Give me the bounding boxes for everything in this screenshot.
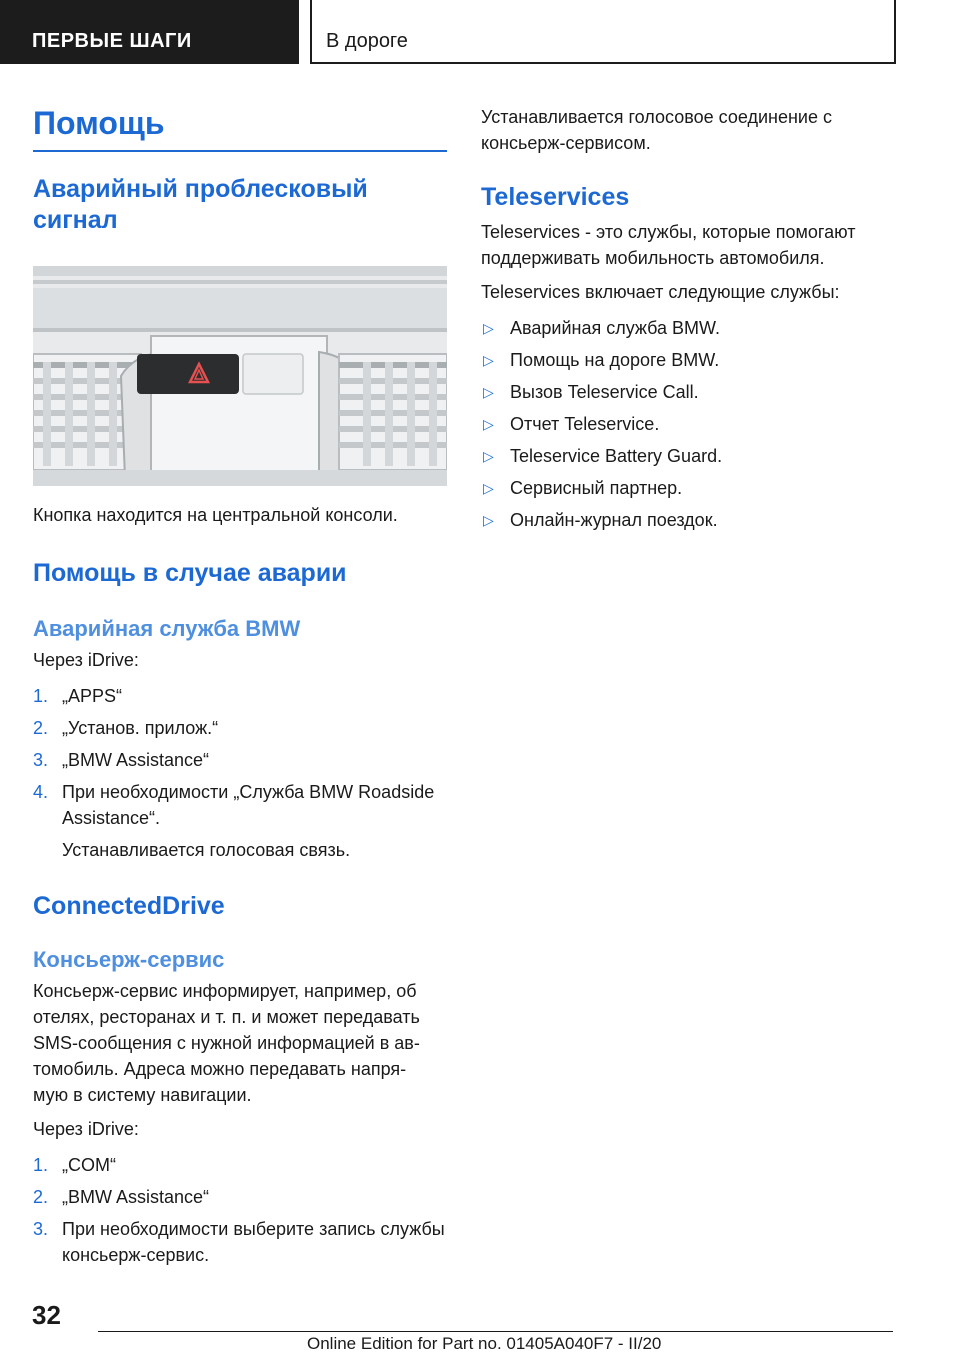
concierge-intro: Через iDrive:	[33, 1119, 139, 1139]
list-item: ▷ Отчет Teleservice.	[481, 411, 901, 437]
page-header	[0, 0, 960, 64]
list-item: ▷ Аварийная служба BMW.	[481, 315, 901, 341]
triangle-bullet-icon: ▷	[483, 320, 494, 336]
connecteddrive-heading: ConnectedDrive	[33, 892, 225, 920]
list-item: 2. „Установ. прилож.“	[33, 718, 219, 738]
concierge-subheading: Консьерж-сервис	[33, 947, 225, 972]
hazard-heading-line-1: Аварийный проблесковый	[33, 175, 368, 203]
list-item: 1. „APPS“	[33, 686, 123, 706]
emergency-heading: Помощь в случае аварии	[33, 559, 347, 587]
section-tab: ПЕРВЫЕ ШАГИ	[0, 0, 299, 64]
triangle-bullet-icon: ▷	[483, 416, 494, 432]
list-item: ▷ Онлайн-журнал поездок.	[481, 507, 901, 533]
hazard-button-illustration	[33, 266, 447, 486]
triangle-bullet-icon: ▷	[483, 512, 494, 528]
list-item: ▷ Вызов Teleservice Call.	[481, 379, 901, 405]
list-item: 3. „BMW Assistance“	[33, 750, 210, 770]
list-item: 1. „COM“	[33, 1155, 116, 1175]
emergency-subheading: Аварийная служба BMW	[33, 616, 301, 641]
right-column	[481, 104, 901, 539]
list-item: ▷ Помощь на дороге BMW.	[481, 347, 901, 373]
hazard-heading-line-2: сигнал	[33, 206, 118, 234]
list-item: 3. При необходимости выберите запись службы консьерж-сервис.	[33, 1219, 445, 1265]
hazard-heading	[33, 174, 447, 236]
teleservices-heading: Teleservices	[481, 183, 630, 211]
triangle-bullet-icon: ▷	[483, 352, 494, 368]
concierge-steps	[33, 1152, 447, 1268]
concierge-description: Консьерж-сервис информирует, например, об отелях, ресторанах и т. п. и может передавать SMS-сообщения с нужной информацией в ав- томобиль. Адреса можно передавать напря- мую в систему навигации.	[33, 981, 420, 1105]
hazard-caption: Кнопка находится на центральной консоли.	[33, 505, 398, 525]
list-item: 2. „BMW Assistance“	[33, 1187, 210, 1207]
list-item: ▷ Сервисный партнер.	[481, 475, 901, 501]
emergency-intro: Через iDrive:	[33, 650, 139, 670]
hazard-button	[137, 354, 239, 394]
right-air-vent	[339, 354, 447, 470]
list-item: 4. При необходимости „Служба BMW Roadside Assistance“.	[33, 782, 435, 828]
emergency-result: Устанавливается голосовая связь.	[62, 840, 351, 860]
console-drawing	[33, 266, 447, 486]
teleservices-description: Teleservices - это службы, которые помогают поддерживать мобильность автомобиля.	[481, 222, 856, 268]
triangle-bullet-icon: ▷	[483, 480, 494, 496]
triangle-bullet-icon: ▷	[483, 384, 494, 400]
teleservices-intro: Teleservices включает следующие службы:	[481, 282, 840, 302]
footer-divider	[98, 1331, 893, 1332]
concierge-result: Устанавливается голосовое соединение с консьерж-сервисом.	[481, 107, 832, 153]
page-number: 32	[32, 1300, 61, 1330]
chapter-tab: В дороге	[310, 0, 896, 64]
list-item: ▷ Teleservice Battery Guard.	[481, 443, 901, 469]
triangle-bullet-icon: ▷	[483, 448, 494, 464]
left-column	[33, 104, 447, 1274]
emergency-steps	[33, 683, 447, 831]
edition-footer: Online Edition for Part no. 01405A040F7 - II/20	[307, 1334, 662, 1353]
teleservices-list	[481, 315, 901, 533]
page-title: Помощь	[33, 104, 447, 152]
